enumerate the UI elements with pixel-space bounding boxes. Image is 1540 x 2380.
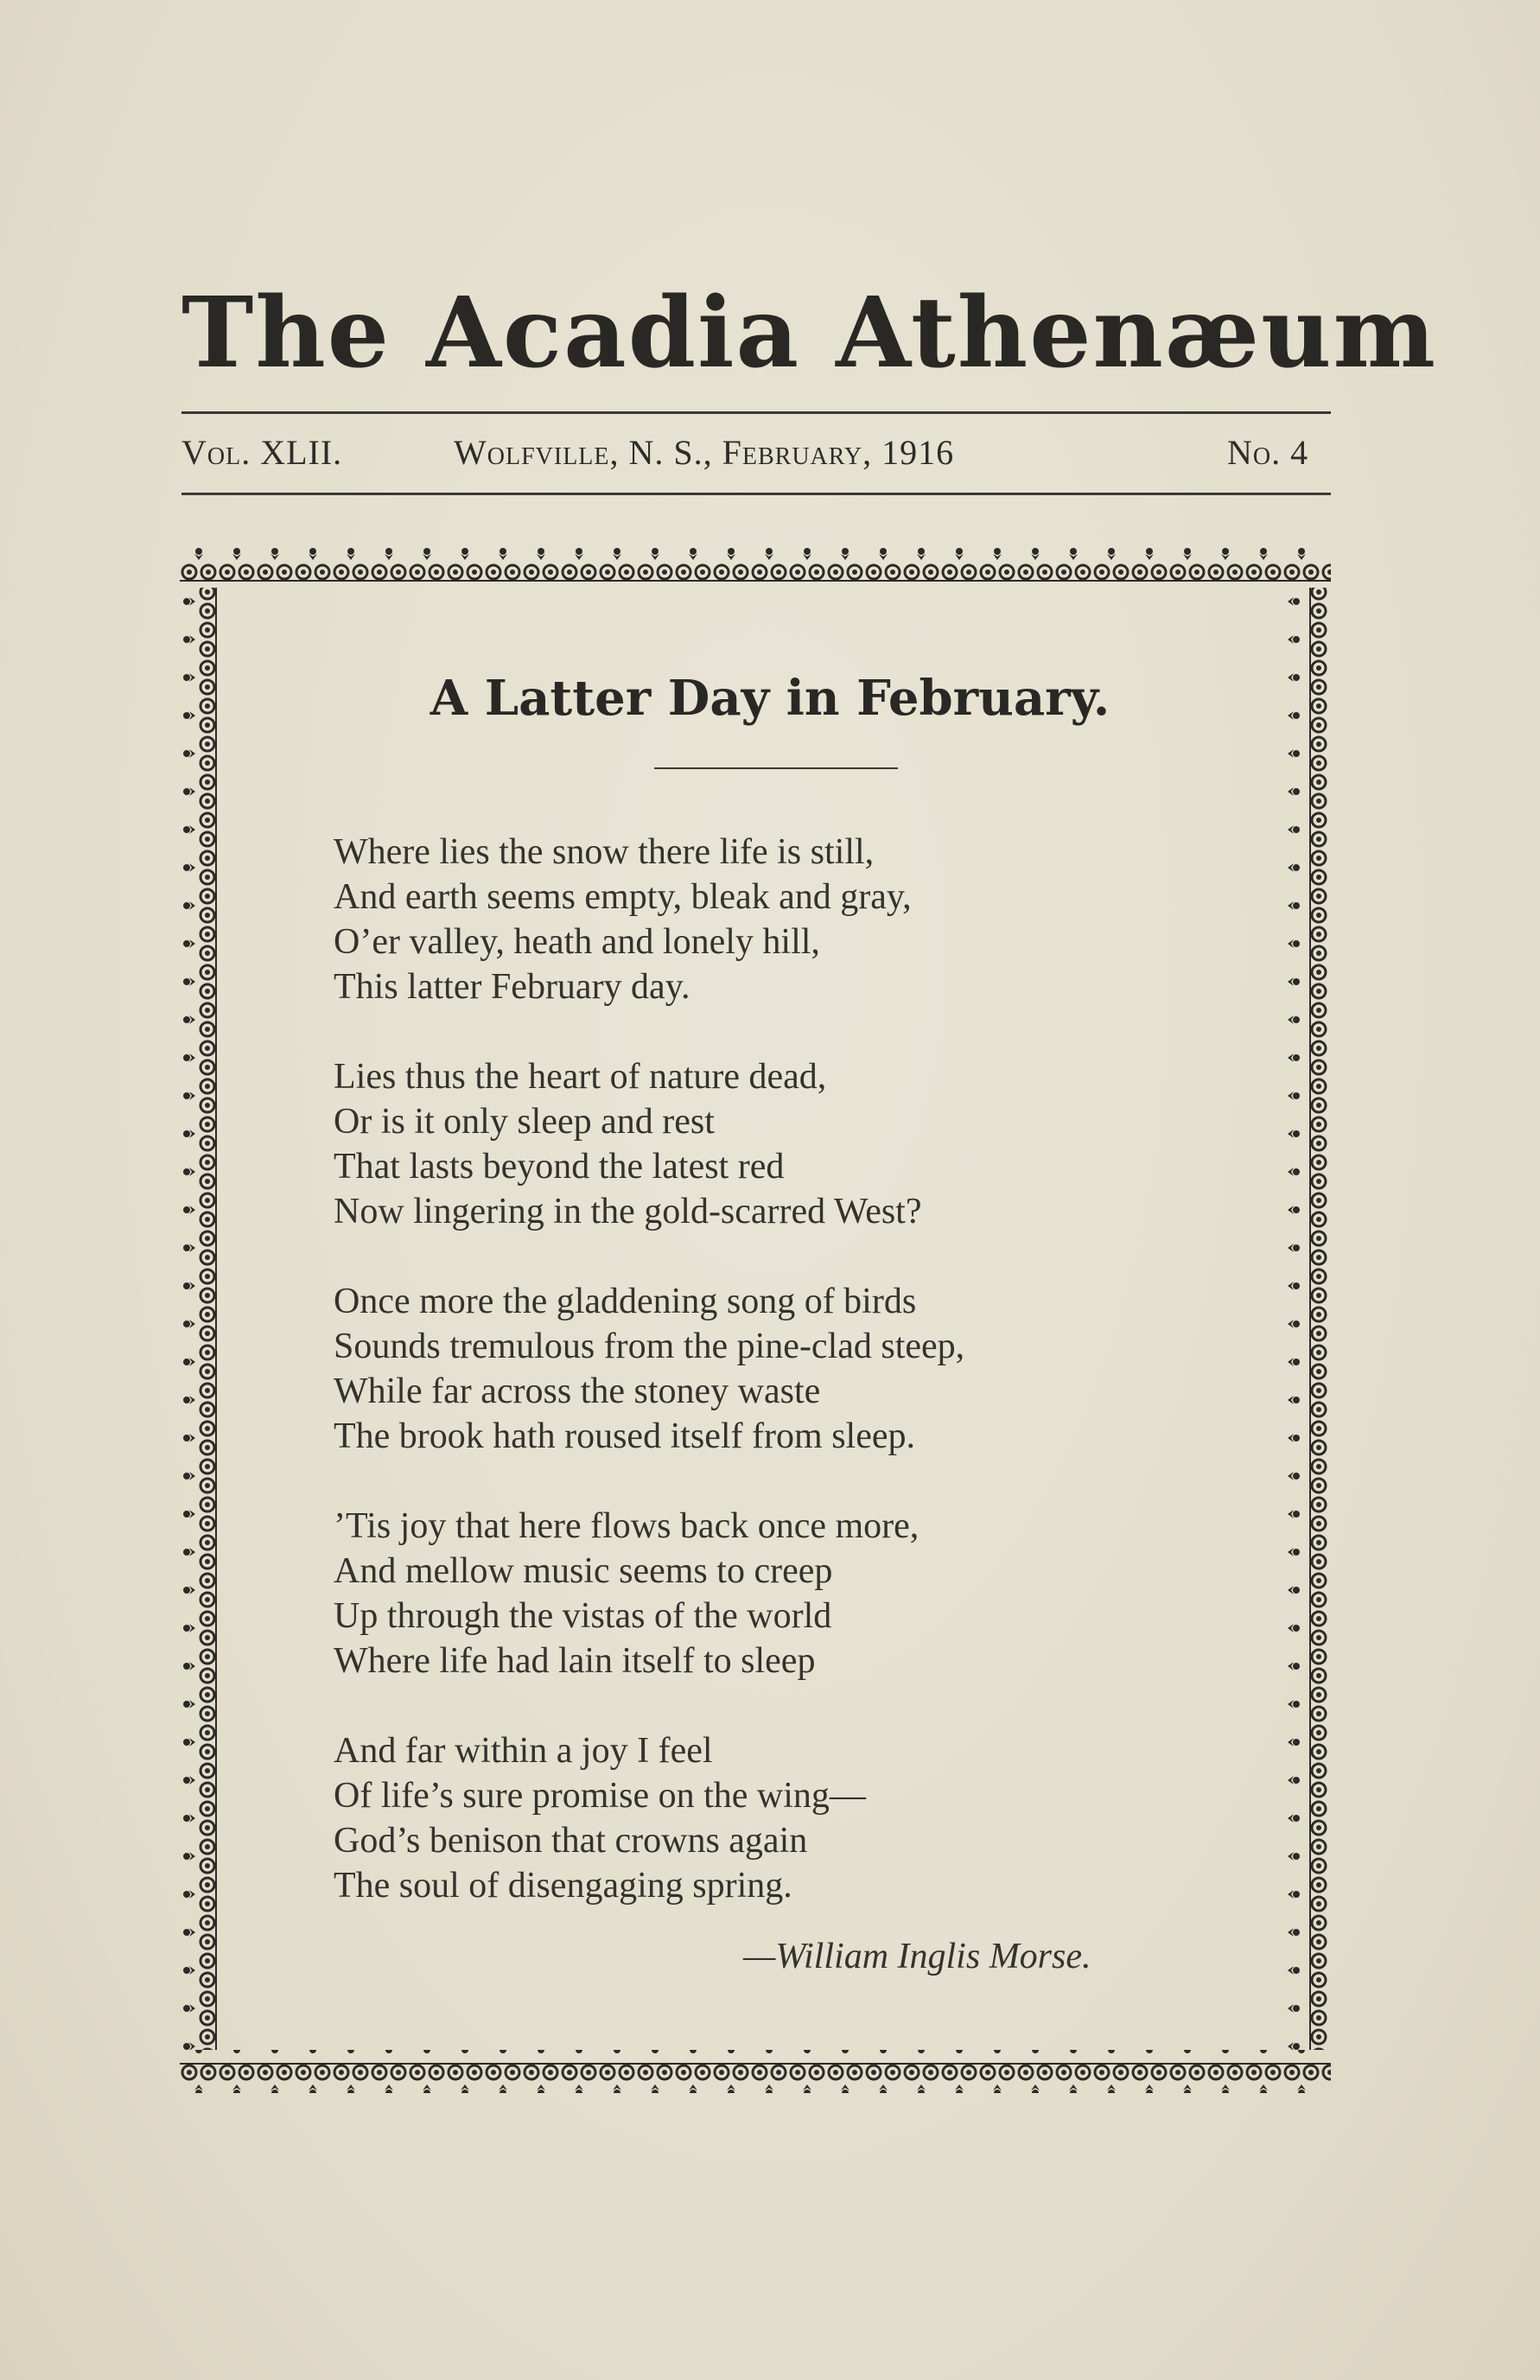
- issue-number: No. 4: [1227, 433, 1309, 472]
- poem-line: The brook hath roused itself from sleep.: [334, 1416, 915, 1456]
- poem-line: And earth seems empty, bleak and gray,: [334, 877, 912, 917]
- poem-line: While far across the stoney waste: [334, 1371, 821, 1411]
- poem-line: God’s benison that crowns again: [334, 1821, 808, 1861]
- poem-body: [334, 830, 1241, 1953]
- poem-line: Sounds tremulous from the pine-clad steep,: [334, 1327, 965, 1366]
- border-top: [180, 544, 1331, 588]
- poem-title: A Latter Day in February.: [430, 670, 1110, 727]
- poem-line: And far within a joy I feel: [334, 1731, 713, 1771]
- poem-line: Or is it only sleep and rest: [334, 1102, 715, 1142]
- poem-line: This latter February day.: [334, 967, 690, 1007]
- border-bottom: [180, 2050, 1331, 2093]
- issue-volume: Vol. XLII.: [181, 433, 343, 472]
- poem-line: Of life’s sure promise on the wing—: [334, 1776, 866, 1816]
- poem-line: Once more the gladdening song of birds: [334, 1282, 917, 1321]
- poem-line: The soul of disengaging spring.: [334, 1866, 792, 1906]
- poem-line: Where lies the snow there life is still,: [334, 832, 875, 872]
- border-right: [1288, 588, 1331, 2050]
- poem-line: Where life had lain itself to sleep: [334, 1641, 816, 1681]
- masthead-bottom-rule: [181, 493, 1331, 495]
- masthead-title: The Acadia Athenæum: [181, 277, 1438, 390]
- issue-line: [181, 432, 1331, 484]
- masthead-top-rule: [181, 411, 1331, 414]
- poem-line: And mellow music seems to creep: [334, 1551, 833, 1591]
- poem-stanza: [334, 1054, 1241, 1234]
- border-left: [180, 588, 223, 2050]
- poem-line: ’Tis joy that here flows back once more,: [334, 1506, 920, 1546]
- poem-stanza: [334, 830, 1241, 1009]
- poem-line: Now lingering in the gold-scarred West?: [334, 1192, 922, 1231]
- poem-stanza: [334, 1504, 1241, 1683]
- poem-line: Lies thus the heart of nature dead,: [334, 1057, 827, 1097]
- poem-stanza: [334, 1279, 1241, 1459]
- poem-author: —William Inglis Morse.: [743, 1937, 1091, 1976]
- issue-place-date: Wolfville, N. S., February, 1916: [454, 433, 955, 472]
- poem-line: O’er valley, heath and lonely hill,: [334, 922, 820, 962]
- poem-line: That lasts beyond the latest red: [334, 1147, 785, 1187]
- poem-title-rule: [654, 767, 898, 769]
- poem-stanza: [334, 1728, 1241, 1908]
- poem-line: Up through the vistas of the world: [334, 1596, 832, 1636]
